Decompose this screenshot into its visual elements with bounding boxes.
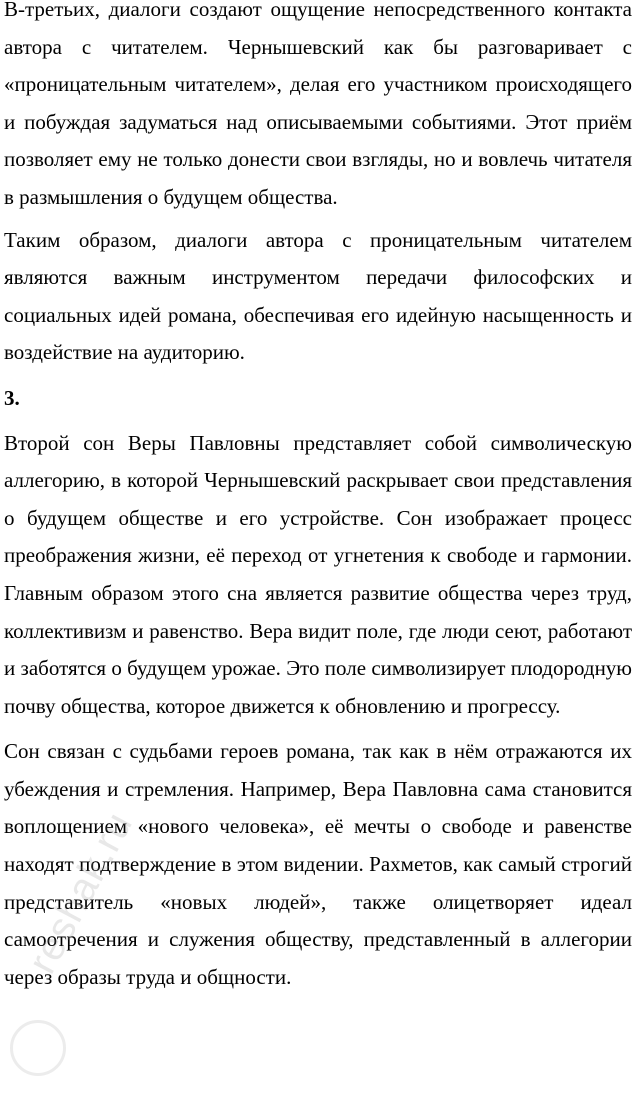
paragraph-second-dream: Второй сон Веры Павловны представляет собой символическую аллегорию, в которой Чернышевский раскрывает свои представления о будущем обществе и его устройстве. Сон изображает процесс преображения жизни, её переход от угнетения к свободе и гармонии. Главным образом этого сна является развитие общества через труд, коллективизм и равенство. Вера видит поле, где люди сеют, работают и заботятся о будущем урожае. Это поле символизирует плодородную почву общества, которое движется к обновлению и прогрессу. bbox=[4, 430, 632, 718]
paragraph-dream-and-heroes: Сон связан с судьбами героев романа, так как в нём отражаются их убеждения и стремления. Например, Вера Павловна сама становится воплощением «нового человека», её мечты о свободе и равенстве находят подтверждение в этом видении. Рахметов, как самый строгий представитель «новых людей», также олицетворяет идеал самоотречения и служения обществу, представленный в аллегории через образы труда и общности. bbox=[4, 739, 632, 989]
paragraph-dialogues-third-point: В-третьих, диалоги создают ощущение непосредственного контакта автора с читателем. Чернышевский как бы разговаривает с «проницательным читателем», делая его участником происходящего и побуждая задуматься над описываемыми событиями. Этот приём позволяет ему не только донести свои взгляды, но и вовлечь читателя в размышления о будущем общества. bbox=[4, 0, 632, 209]
paragraph-dialogues-conclusion: Таким образом, диалоги автора с проницательным читателем являются важным инструментом передачи философских и социальных идей романа, обеспечивая его идейную насыщенность и воздействие на аудиторию. bbox=[4, 227, 632, 365]
watermark-text: reshak.ru bbox=[20, 804, 142, 981]
section-number: 3. bbox=[4, 385, 20, 410]
